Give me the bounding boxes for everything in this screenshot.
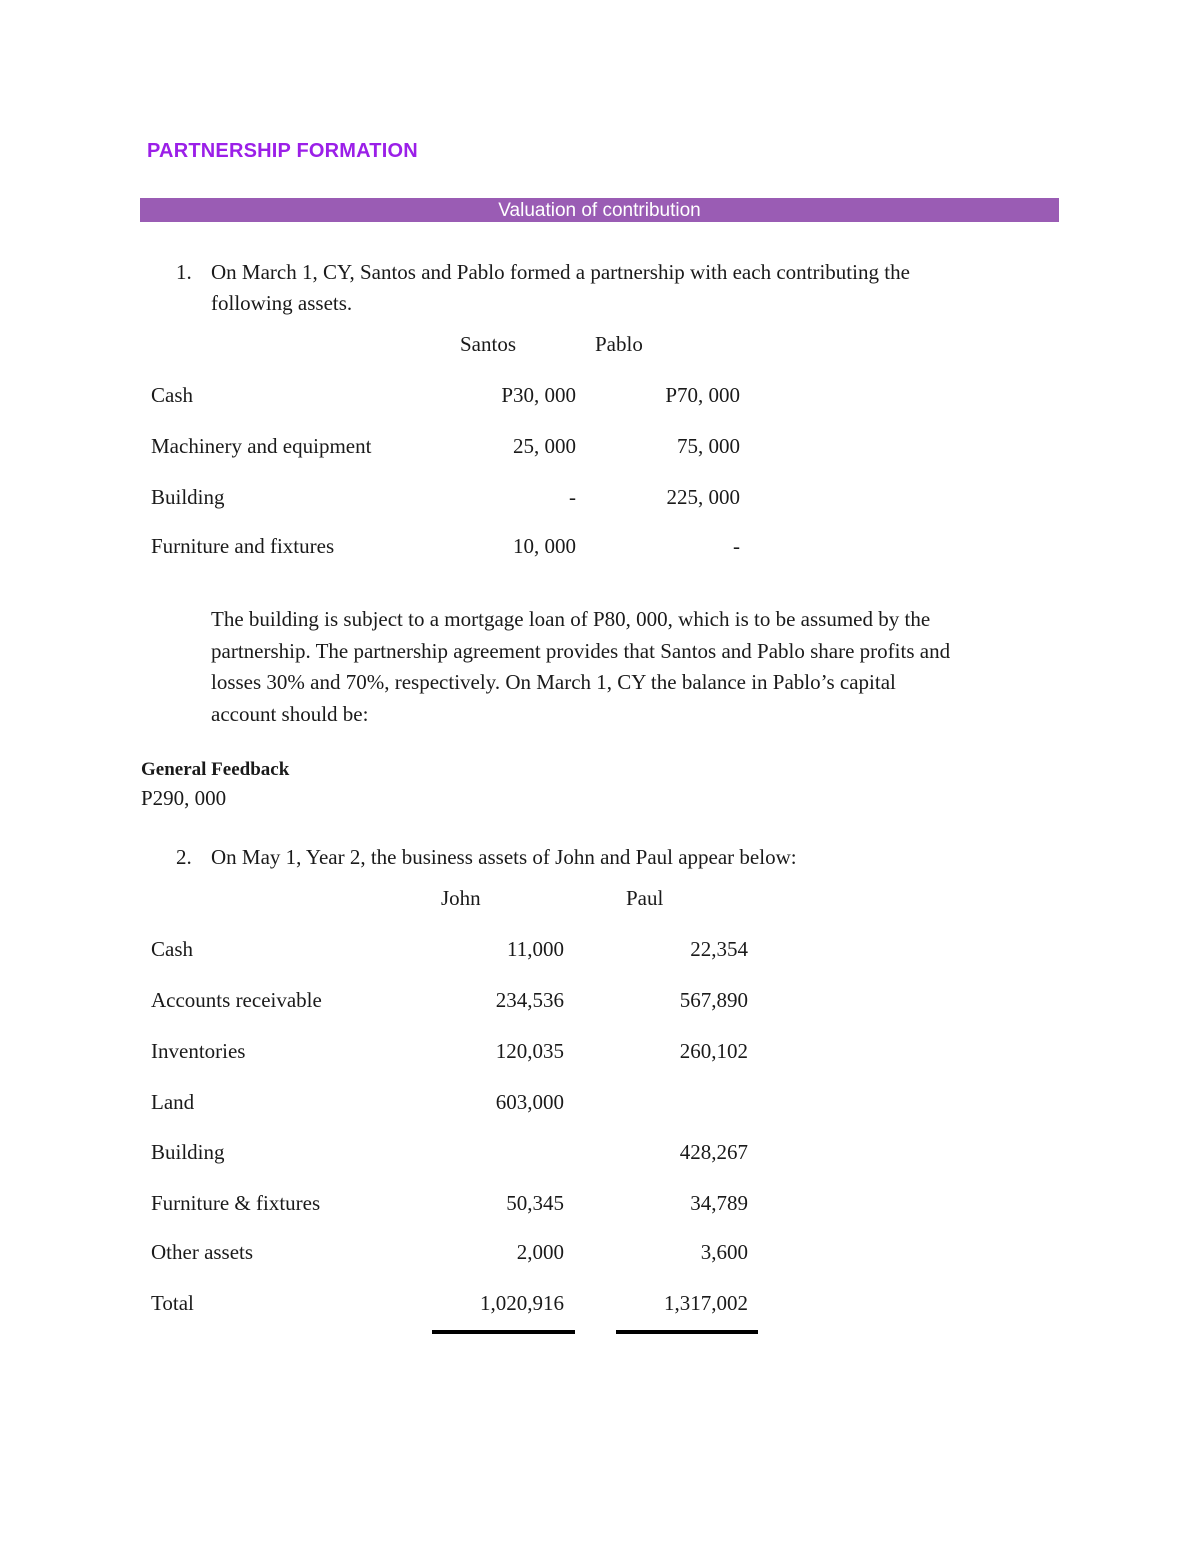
john-total: 1,020,916 <box>480 1291 564 1315</box>
question-text-line: On March 1, CY, Santos and Pablo formed a partnership with each contributing the <box>211 260 910 284</box>
paul-value: 34,789 <box>690 1191 748 1215</box>
column-header-santos: Santos <box>460 332 517 356</box>
total-underline-john <box>432 1330 575 1334</box>
column-header-pablo: Pablo <box>595 332 643 356</box>
santos-value: - <box>569 485 576 509</box>
pablo-value: 75, 000 <box>677 434 740 458</box>
pablo-value: - <box>733 534 740 558</box>
row-label: Furniture and fixtures <box>151 534 335 558</box>
row-label: Inventories <box>151 1039 246 1063</box>
paragraph-line: partnership. The partnership agreement provides that Santos and Pablo share profits and <box>211 638 951 663</box>
pablo-value: 225, 000 <box>666 485 740 509</box>
question-paragraph <box>211 604 1051 730</box>
question-number: 1. <box>176 260 192 284</box>
john-value: 120,035 <box>495 1039 564 1063</box>
question-text-line: following assets. <box>211 291 353 315</box>
feedback-heading: General Feedback <box>141 759 290 780</box>
john-value: 2,000 <box>516 1240 564 1264</box>
row-label: Total <box>151 1291 194 1315</box>
santos-value: 25, 000 <box>513 434 576 458</box>
total-underline-paul <box>616 1330 758 1334</box>
column-header-paul: Paul <box>626 886 664 910</box>
santos-value: P30, 000 <box>501 383 576 407</box>
paul-value: 567,890 <box>679 988 748 1012</box>
paul-value: 428,267 <box>679 1140 748 1164</box>
feedback-answer: P290, 000 <box>141 786 227 810</box>
paragraph-line: The building is subject to a mortgage loan of P80, 000, which is to be assumed by the <box>211 607 931 631</box>
row-label: Cash <box>151 383 193 407</box>
paul-value: 260,102 <box>679 1039 748 1063</box>
paul-value: 22,354 <box>690 937 748 961</box>
paragraph-line: account should be: <box>211 701 369 726</box>
section-banner: Valuation of contribution <box>140 198 1059 222</box>
santos-value: 10, 000 <box>513 534 576 558</box>
pablo-value: P70, 000 <box>665 383 740 407</box>
question-text-line: On May 1, Year 2, the business assets of John and Paul appear below: <box>211 845 797 869</box>
column-header-john: John <box>441 886 481 910</box>
row-label: Machinery and equipment <box>151 434 372 458</box>
row-label: Building <box>151 1140 225 1164</box>
row-label: Land <box>151 1090 195 1114</box>
row-label: Cash <box>151 937 193 961</box>
row-label: Accounts receivable <box>151 988 322 1012</box>
paul-value: 3,600 <box>700 1240 748 1264</box>
john-value: 11,000 <box>507 937 564 961</box>
john-value: 234,536 <box>495 988 564 1012</box>
question-number: 2. <box>176 845 192 869</box>
page-title: PARTNERSHIP FORMATION <box>147 140 418 162</box>
john-value: 50,345 <box>506 1191 564 1215</box>
row-label: Furniture & fixtures <box>151 1191 321 1215</box>
paragraph-line: losses 30% and 70%, respectively. On March 1, CY the balance in Pablo’s capital <box>211 670 896 694</box>
row-label: Building <box>151 485 225 509</box>
paul-total: 1,317,002 <box>664 1291 748 1315</box>
row-label: Other assets <box>151 1240 254 1264</box>
john-value: 603,000 <box>495 1090 564 1114</box>
